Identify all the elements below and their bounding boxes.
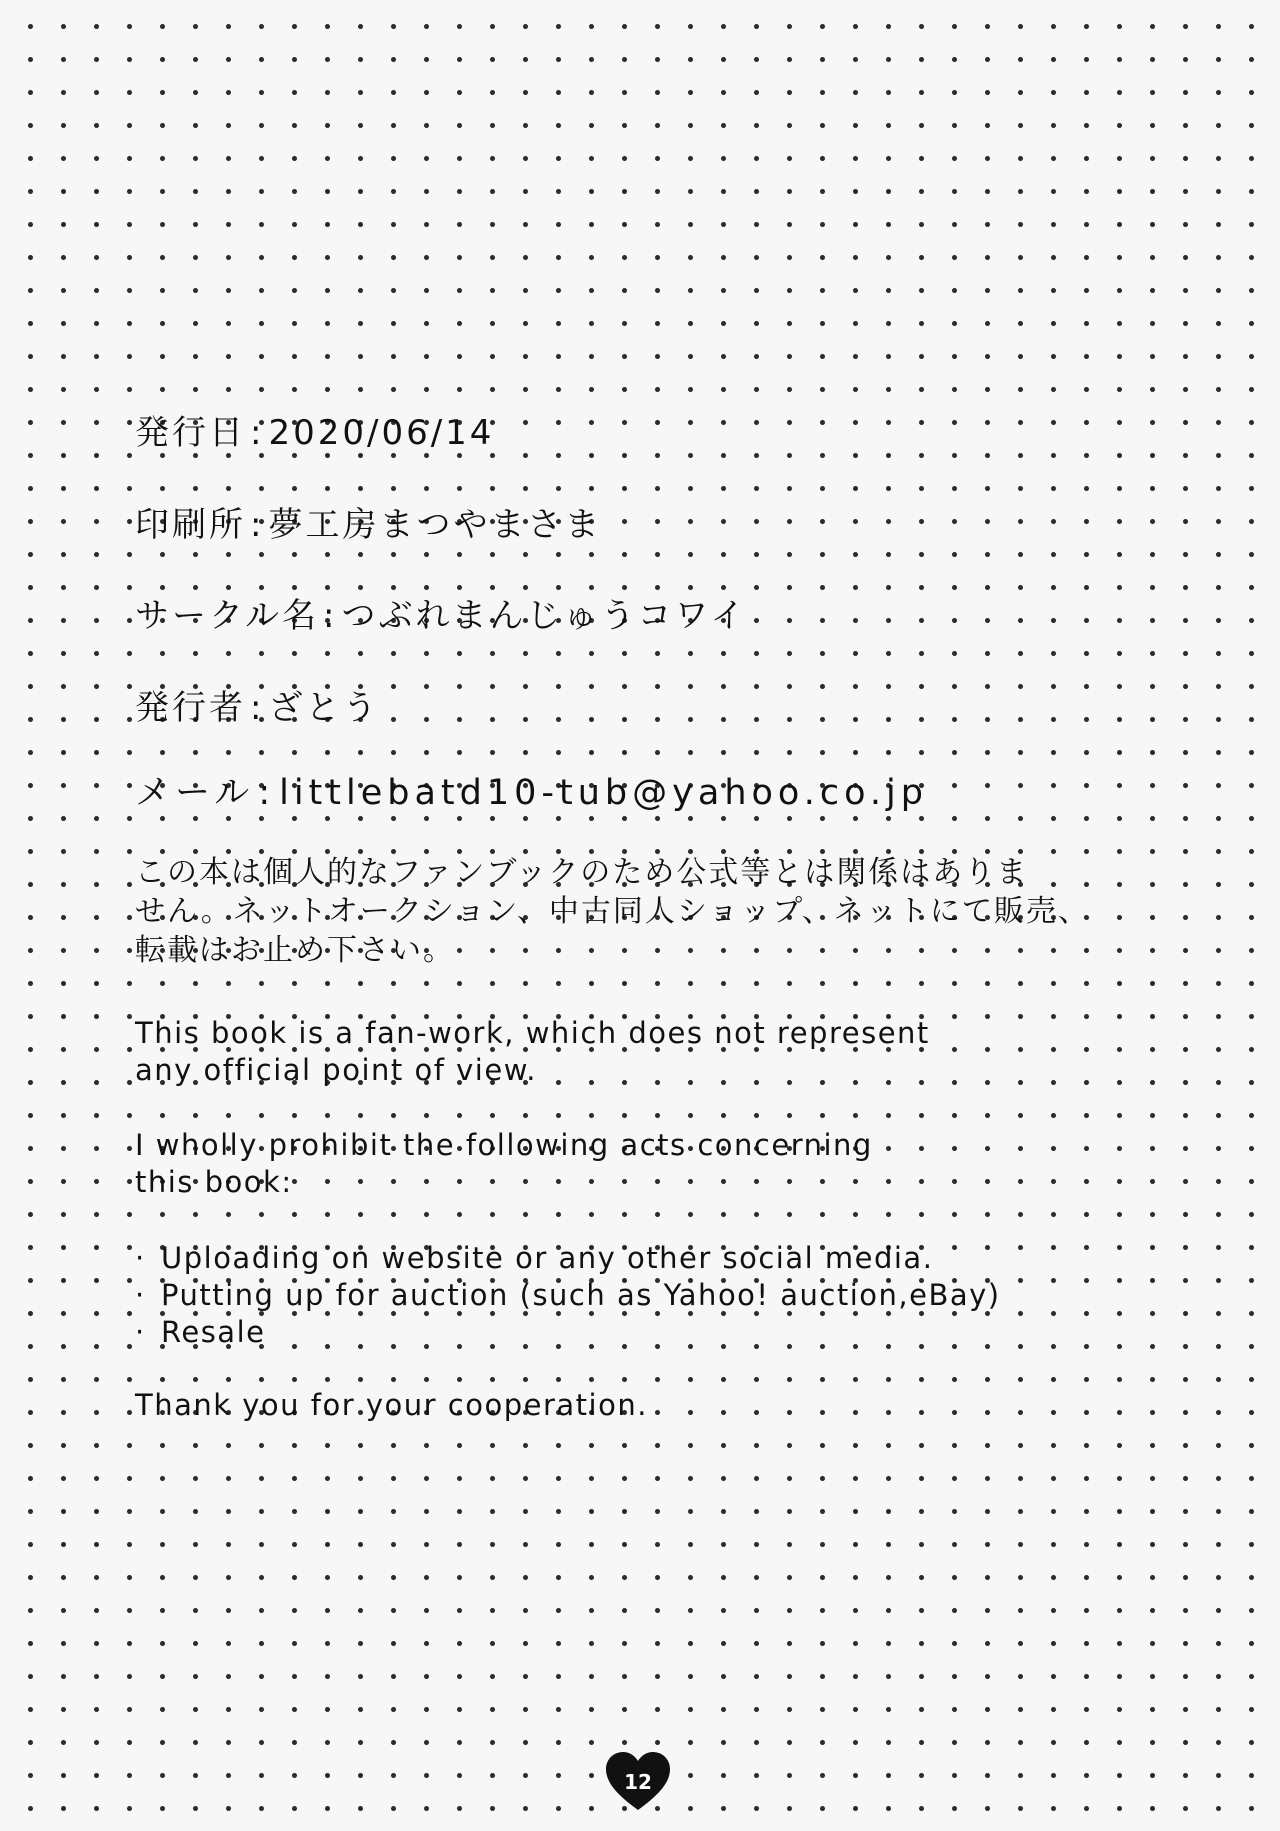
printer-row: 印刷所 : 夢工房まつやまさま <box>135 505 602 545</box>
publisher-row: 発行者 : ざとう <box>135 688 380 728</box>
japanese-notice-line: この本は個人的なファンブックのため公式等とは関係はありま <box>135 855 1029 890</box>
mail-address: littlebatd10-tub@yahoo.co.jp <box>279 773 928 813</box>
circle-name-row: サークル名 : つぶれまんじゅうコワイ <box>135 596 748 636</box>
page-number-badge <box>606 1752 670 1812</box>
publisher-label: 発行者 <box>135 688 246 728</box>
prohibit-intro-line: this book: <box>135 1165 293 1199</box>
circle-name-value: つぶれまんじゅうコワイ <box>341 596 748 636</box>
english-notice-line: This book is a fan-work, which does not represent <box>135 1016 930 1050</box>
printer-value: 夢工房まつやまさま <box>268 505 602 545</box>
mail-row: メール : littlebatd10-tub@yahoo.co.jp <box>135 773 928 813</box>
thanks-line: Thank you for your cooperation. <box>135 1388 648 1422</box>
list-item: · Resale <box>135 1315 266 1349</box>
english-notice <box>135 1015 1145 1089</box>
issue-date-label: 発行日 <box>135 413 246 453</box>
japanese-notice-line: せん。ネットオークション、中古同人ショップ、ネットにて販売、 <box>135 894 1090 929</box>
list-item: · Putting up for auction (such as Yahoo! auction,eBay) <box>135 1278 1001 1312</box>
bullet-icon: · <box>135 1278 146 1312</box>
publisher-value: ざとう <box>268 688 380 728</box>
issue-date-row: 発行日 : 2020/06/14 <box>135 413 495 453</box>
list-item: · Uploading on website or any other social media. <box>135 1241 934 1275</box>
japanese-notice-line: 転載はお止め下さい。 <box>135 933 455 968</box>
issue-date-value: 2020/06/14 <box>268 413 495 453</box>
page-number: 12 <box>624 1770 652 1794</box>
bullet-icon: · <box>135 1315 146 1349</box>
bullet-icon: · <box>135 1241 146 1275</box>
printer-label: 印刷所 <box>135 505 246 545</box>
japanese-notice <box>135 853 1145 970</box>
circle-name-label: サークル名 <box>135 596 319 636</box>
prohibited-acts-list <box>135 1240 1001 1351</box>
prohibit-intro <box>135 1127 873 1201</box>
mail-label: メール <box>135 773 255 813</box>
prohibit-intro-line: I wholly prohibit the following acts concerning <box>135 1128 873 1162</box>
english-notice-line: any official point of view. <box>135 1053 537 1087</box>
